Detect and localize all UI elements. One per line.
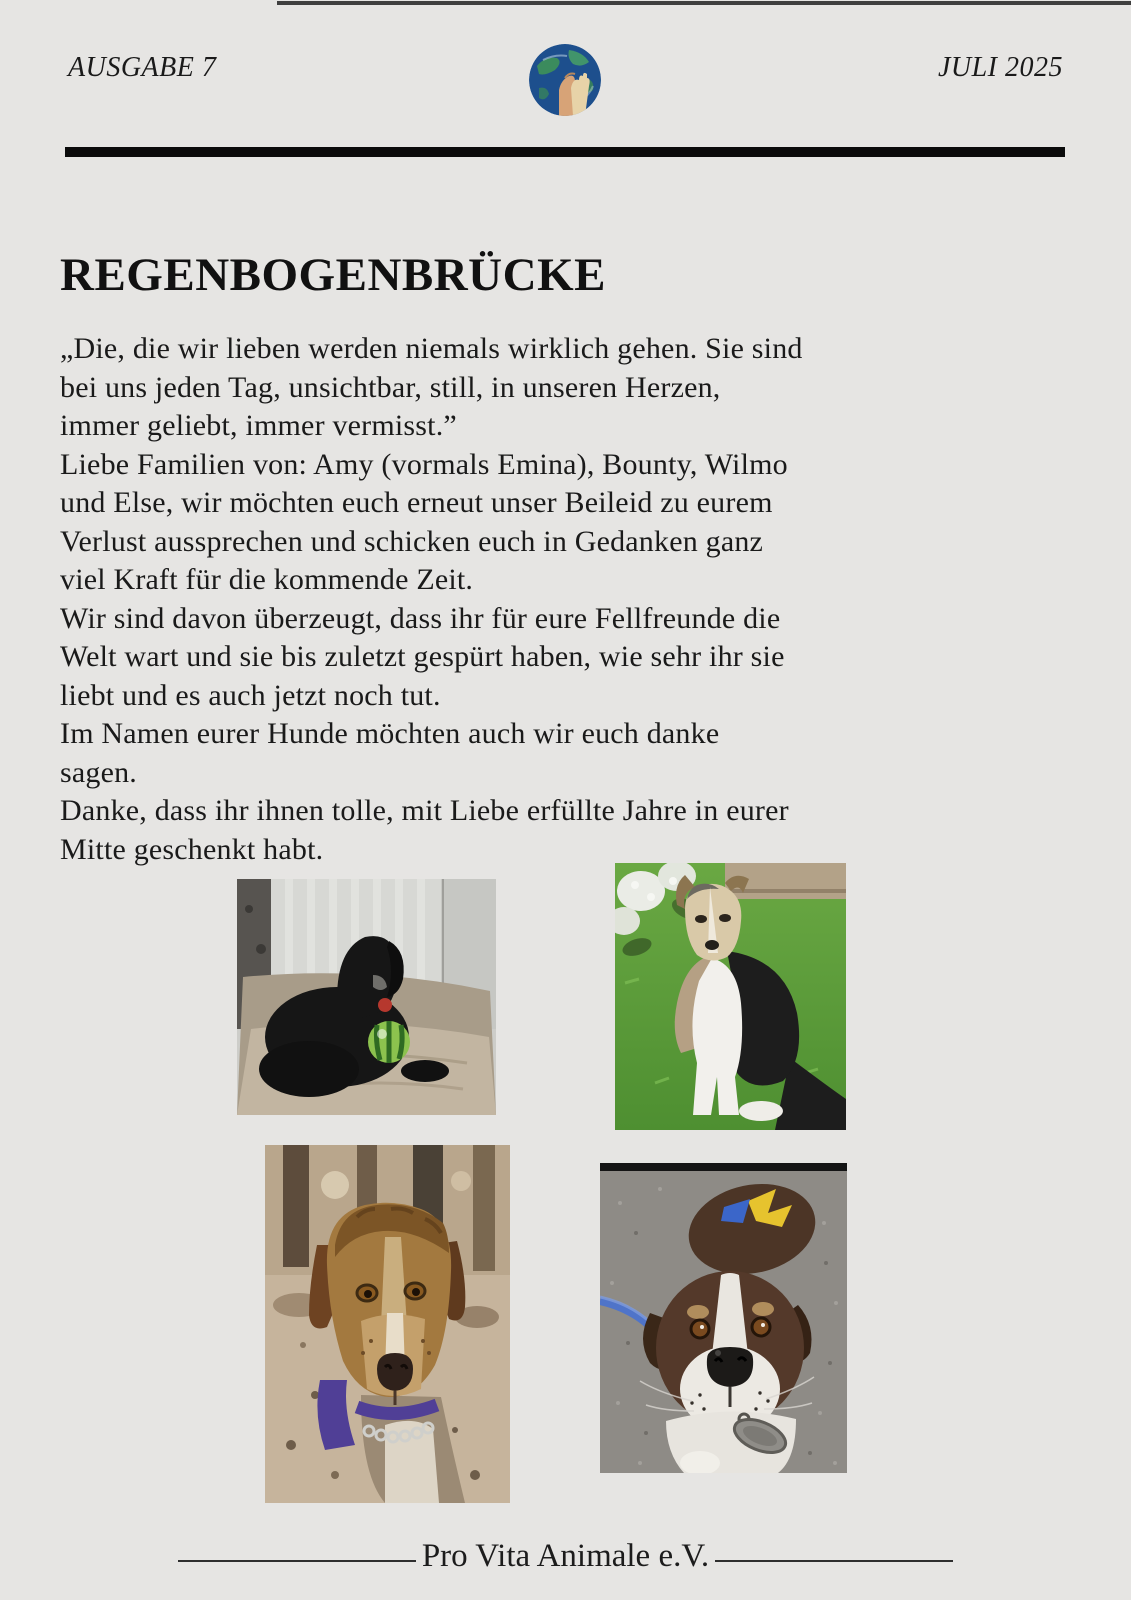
body-text-line: bei uns jeden Tag, unsichtbar, still, in unseren Herzen, — [60, 370, 721, 404]
globe-icon — [529, 44, 601, 116]
article-body — [60, 330, 1070, 869]
body-text-line: und Else, wir möchten euch erneut unser Beileid zu eurem — [60, 486, 773, 519]
body-text-line: Im Namen eurer Hunde möchten auch wir euch danke — [60, 717, 720, 750]
body-text-line: sagen. — [60, 755, 138, 789]
dog-photo-black-dog-in-bed — [237, 879, 496, 1115]
dog-photo-looking-up — [600, 1163, 847, 1473]
body-text-line: Danke, dass ihr ihnen tolle, mit Liebe erfüllte Jahre in eurer — [60, 794, 789, 827]
body-text-line: Welt wart und sie bis zuletzt gespürt haben, wie sehr ihr sie — [60, 640, 785, 673]
top-edge-rule — [277, 1, 1131, 5]
dog-photo-tricolor-on-grass — [615, 863, 846, 1130]
dog-photo-brown-dog-forest — [265, 1145, 510, 1503]
body-text-line: liebt und es auch jetzt noch tut. — [60, 678, 441, 712]
body-text-line: Wir sind davon überzeugt, dass ihr für eure Fellfreunde die — [60, 601, 781, 635]
issue-label: AUSGABE 7 — [68, 52, 217, 83]
date-label: JULI 2025 — [937, 52, 1063, 83]
body-text-line: Mitte geschenkt habt. — [60, 832, 324, 866]
body-text-line: Verlust aussprechen und schicken euch in Gedanken ganz — [60, 524, 764, 558]
article-title: REGENBOGENBRÜCKE — [60, 249, 606, 301]
footer-rule-right — [715, 1560, 953, 1562]
body-text-line: Liebe Familien von: Amy (vormals Emina), Bounty, Wilmo — [60, 447, 788, 481]
header-divider — [65, 147, 1065, 157]
body-text-line: „Die, die wir lieben werden niemals wirklich gehen. Sie sind — [60, 332, 803, 365]
body-text-line: immer geliebt, immer vermisst.” — [60, 409, 457, 442]
globe-hand-paw-logo — [529, 44, 601, 116]
body-text-line: viel Kraft für die kommende Zeit. — [60, 563, 474, 596]
footer-organization: Pro Vita Animale e.V. — [421, 1538, 710, 1574]
